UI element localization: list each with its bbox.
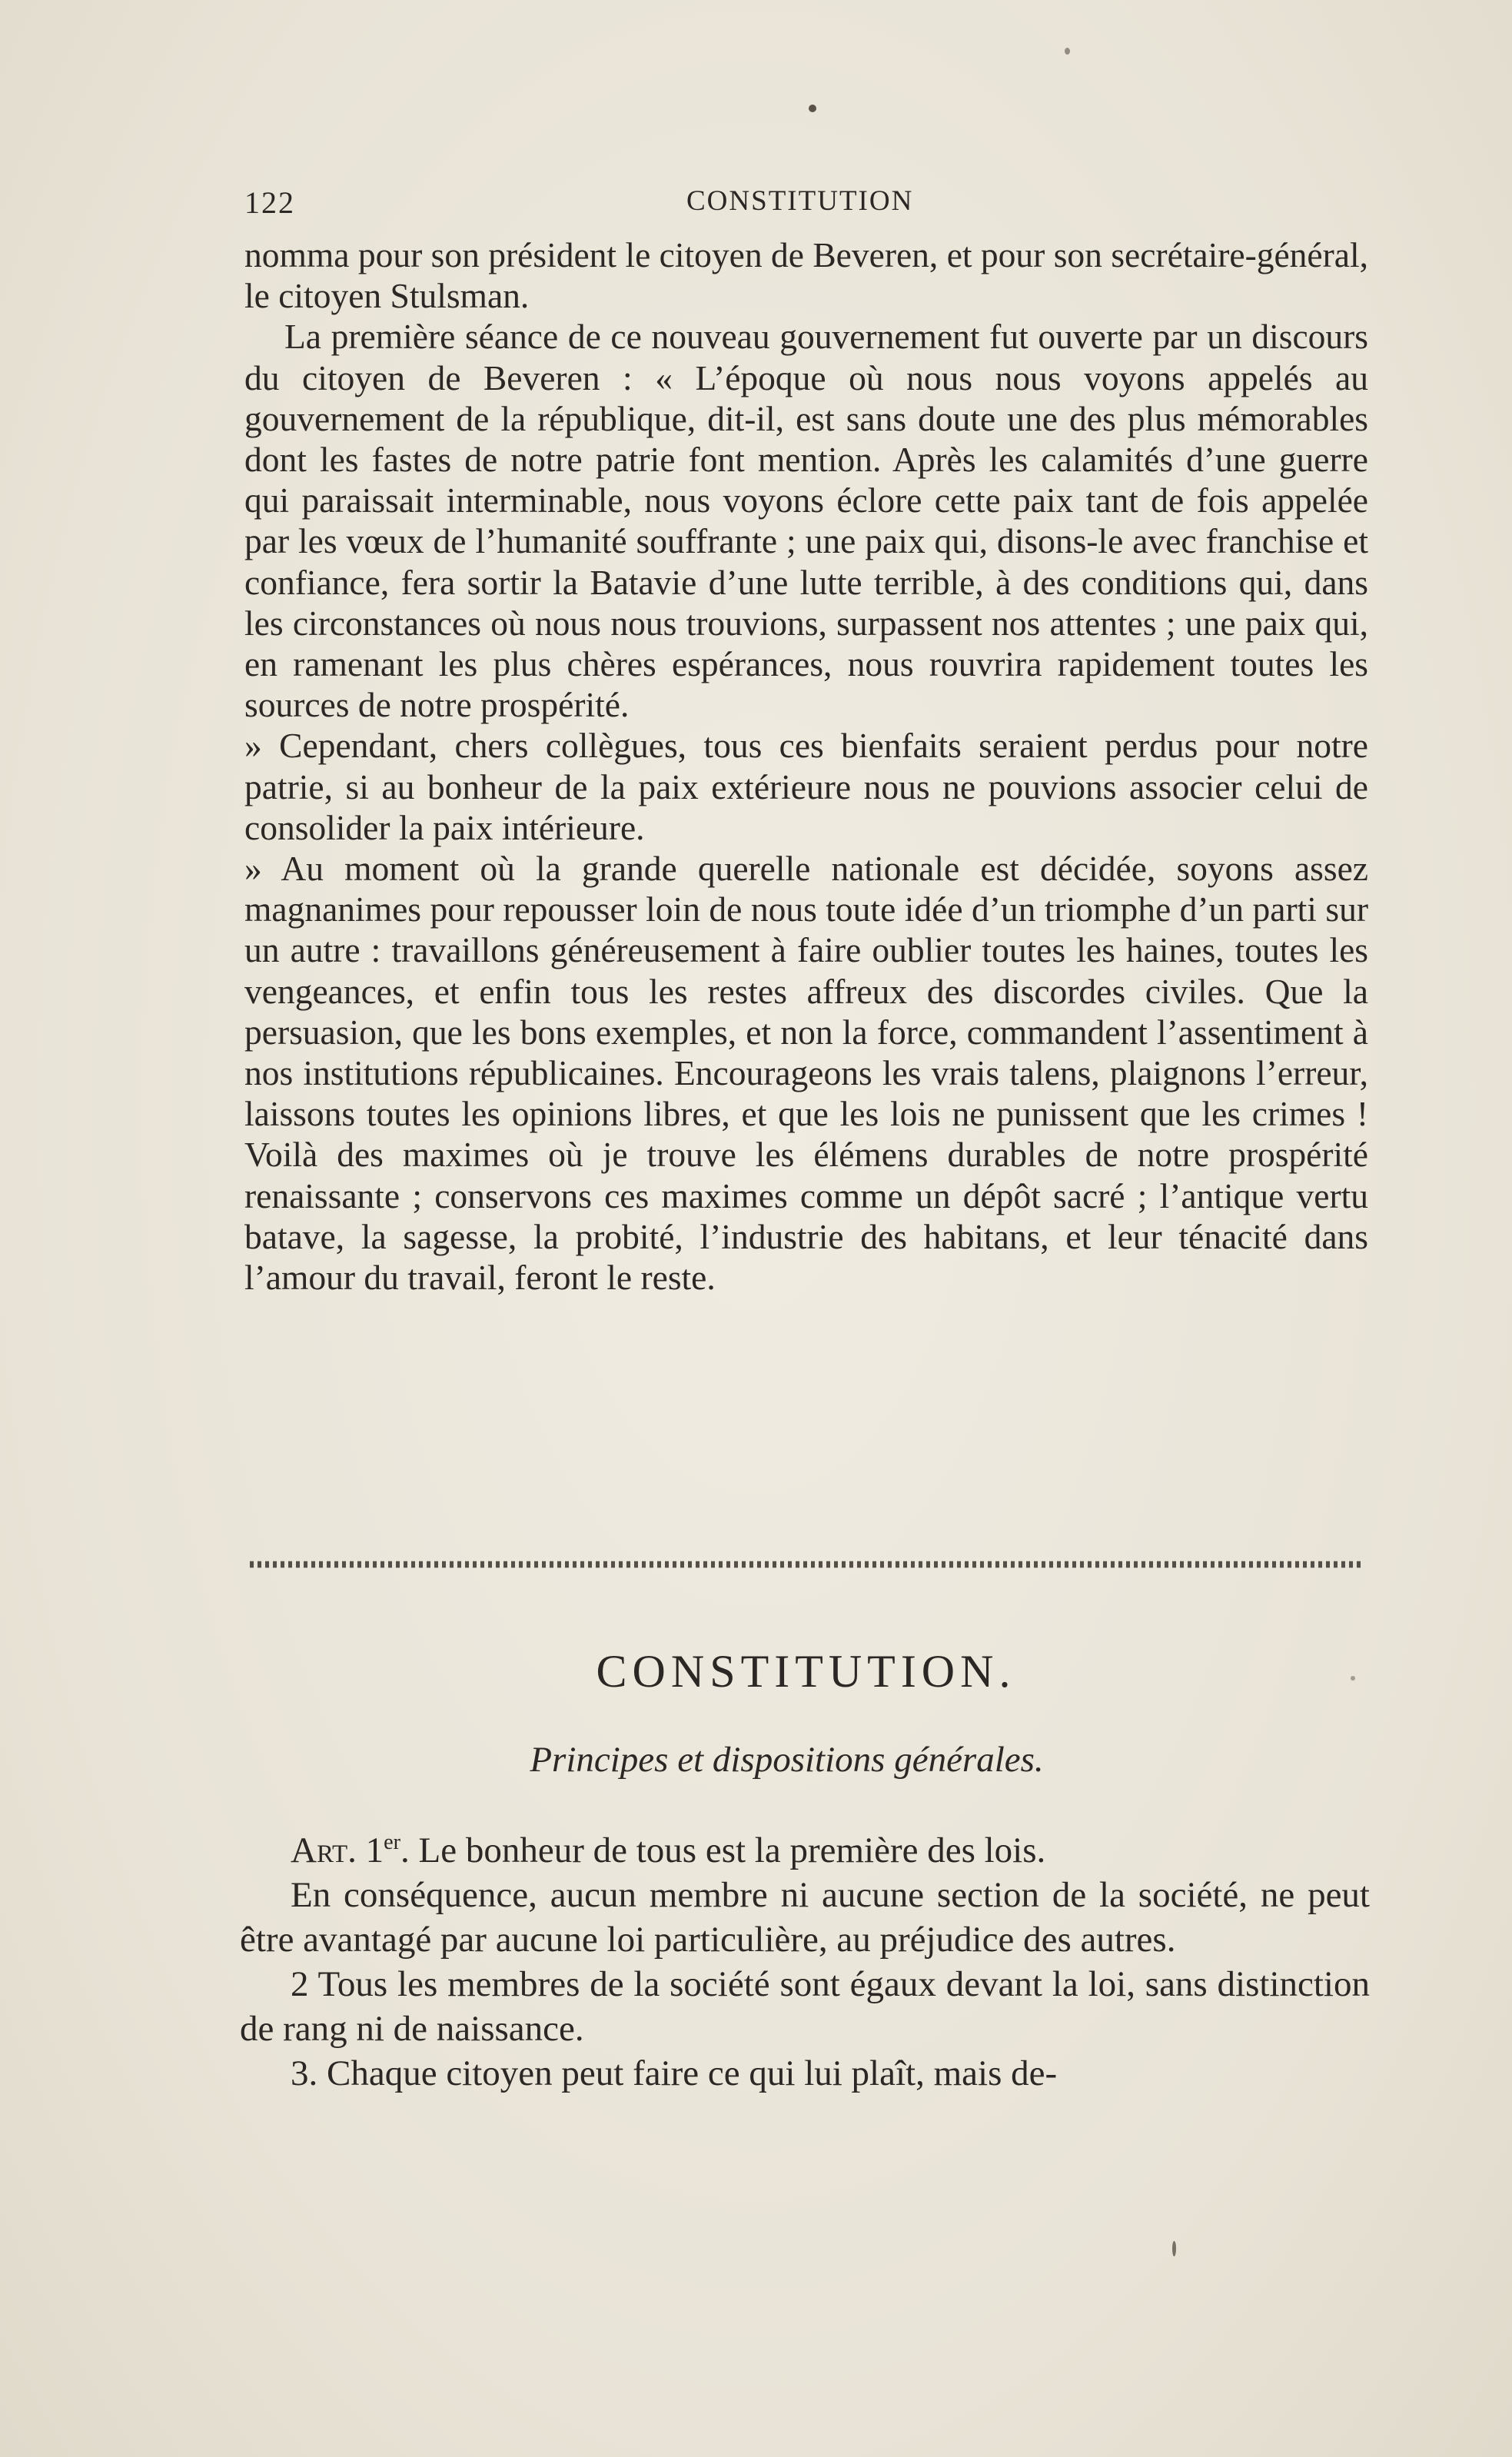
article-1 bbox=[240, 1828, 1370, 1873]
wavy-divider bbox=[250, 1559, 1364, 1570]
paragraph: » Au moment où la grande querelle nationale est décidée, soyons assez magnanimes pour repousser loin de nous toute idée d’un triomphe d’un parti sur un autre : travaillons généreusement à faire oublier toutes les haines, toutes les vengeances, et enfin tous les restes affreux des discordes civiles. Que la persuasion, que les bons exemples, et non la force, commandent l’assentiment à nos institutions républicaines. Encourageons les vrais talens, plaignons l’erreur, laissons toutes les opinions libres, et que les lois ne punissent que les crimes ! Voilà des maximes où je trouve les élémens durables de notre prospérité renaissante ; conservons ces maximes comme un dépôt sacré ; l’antique vertu batave, la sagesse, la probité, l’industrie des habitans, et leur ténacité dans l’amour du travail, feront le reste. bbox=[244, 849, 1368, 1298]
articles bbox=[240, 1828, 1370, 2096]
paragraph: » Cependant, chers collègues, tous ces bienfaits seraient perdus pour notre patrie, si au bonheur de la paix extérieure nous ne pouvions associer celui de consolider la paix intérieure. bbox=[244, 726, 1368, 847]
paragraph: nomma pour son président le citoyen de Beveren, et pour son secrétaire-général, le citoyen Stulsman. bbox=[244, 235, 1368, 316]
paper-speck bbox=[809, 105, 816, 112]
paragraph: La première séance de ce nouveau gouvernement fut ouverte par un discours du citoyen de Beveren : « L’époque où nous nous voyons appelés au gouvernement de la république, dit-il, est sans doute une des plus mémorables dont les fastes de notre patrie font mention. Après les calamités d’une guerre qui paraissait interminable, nous voyons éclore cette paix tant de fois appelée par les vœux de l’humanité souffrante ; une paix qui, disons-le avec franchise et confiance, fera sortir la Batavie d’une lutte terrible, à des conditions qui, dans les circonstances où nous nous trouvions, surpassent nos attentes ; une paix qui, en ramenant les plus chères espérances, nous rouvrira rapidement toutes les sources de notre prospérité. bbox=[244, 317, 1368, 725]
article-label: Art. 1 bbox=[291, 1830, 384, 1870]
article-2: 2 Tous les membres de la société sont égaux devant la loi, sans distinction de rang ni de naissance. bbox=[240, 1964, 1370, 2049]
article-1-continued: En conséquence, aucun membre ni aucune section de la société, ne peut être avantagé par aucune loi particulière, au préjudice des autres. bbox=[240, 1875, 1370, 1960]
running-title: CONSTITUTION bbox=[686, 185, 914, 217]
article-text: . Le bonheur de tous est la première des lois. bbox=[400, 1830, 1046, 1870]
paper-speck bbox=[1065, 48, 1070, 55]
page-number: 122 bbox=[244, 185, 295, 220]
running-header bbox=[244, 178, 1367, 224]
paper-speck bbox=[1172, 2241, 1176, 2256]
article-label-sup: er bbox=[384, 1830, 401, 1855]
section-title: CONSTITUTION. bbox=[596, 1646, 1016, 1697]
section-subtitle: Principes et dispositions générales. bbox=[530, 1740, 1044, 1780]
body-text bbox=[244, 234, 1368, 1298]
article-3: 3. Chaque citoyen peut faire ce qui lui plaît, mais de- bbox=[291, 2053, 1058, 2093]
